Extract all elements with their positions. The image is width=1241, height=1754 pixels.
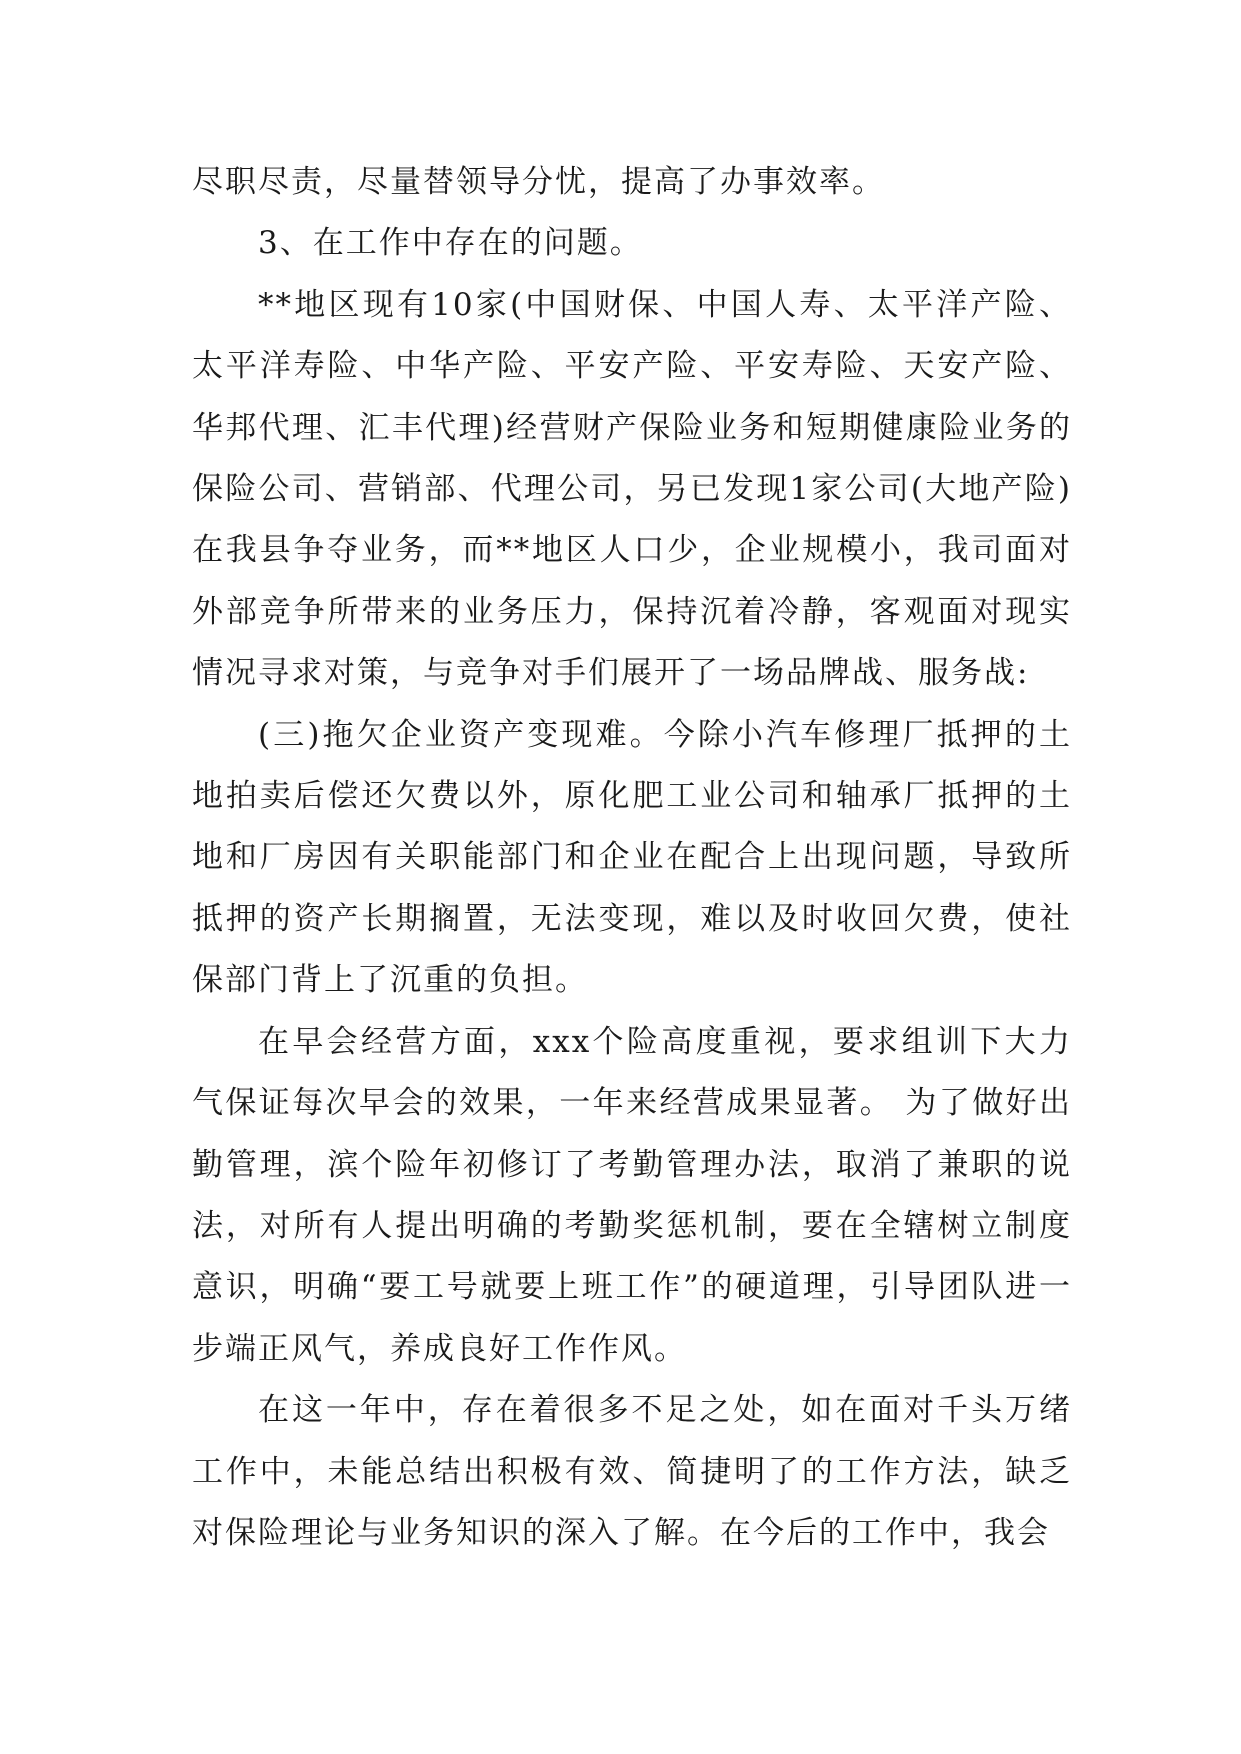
paragraph-1: 尽职尽责，尽量替领导分忧，提高了办事效率。 [192,164,885,200]
paragraph-6: 在这一年中，存在着很多不足之处，如在面对千头万绪工作中，未能总结出积极有效、简捷明了的工作方法，缺乏对保险理论与业务知识的深入了解。在今后的工作中，我会 [192,1392,1072,1551]
paragraph-3: **地区现有10家(中国财保、中国人寿、太平洋产险、太平洋寿险、中华产险、平安产险、平安寿险、天安产险、华邦代理、汇丰代理)经营财产保险业务和短期健康险业务的保险公司、营销部、代理公司，另已发现1家公司(大地产险)在我县争夺业务，而**地区人口少，企业规模小，我司面对外部竞争所带来的业务压力，保持沉着冷静，客观面对现实情况寻求对策，与竞争对手们展开了一场品牌战、服务战: [192,286,1072,692]
paragraph-2: 3、在工作中存在的问题。 [258,225,643,262]
paragraph-5: 在早会经营方面，xxx个险高度重视，要求组训下大力气保证每次早会的效果，一年来经营成果显著。 为了做好出勤管理，滨个险年初修订了考勤管理办法，取消了兼职的说法，对所有人提出明确的考勤奖惩机制，要在全辖树立制度意识，明确“要工号就要上班工作”的硬道理，引导团队进一步端正风气，养成良好工作作风。 [192,1023,1072,1367]
document-body [192,152,1072,1564]
paragraph-4: (三)拖欠企业资产变现难。今除小汽车修理厂抵押的土地拍卖后偿还欠费以外，原化肥工业公司和轴承厂抵押的土地和厂房因有关职能部门和企业在配合上出现问题，导致所抵押的资产长期搁置，无法变现，难以及时收回欠费，使社保部门背上了沉重的负担。 [192,716,1072,999]
